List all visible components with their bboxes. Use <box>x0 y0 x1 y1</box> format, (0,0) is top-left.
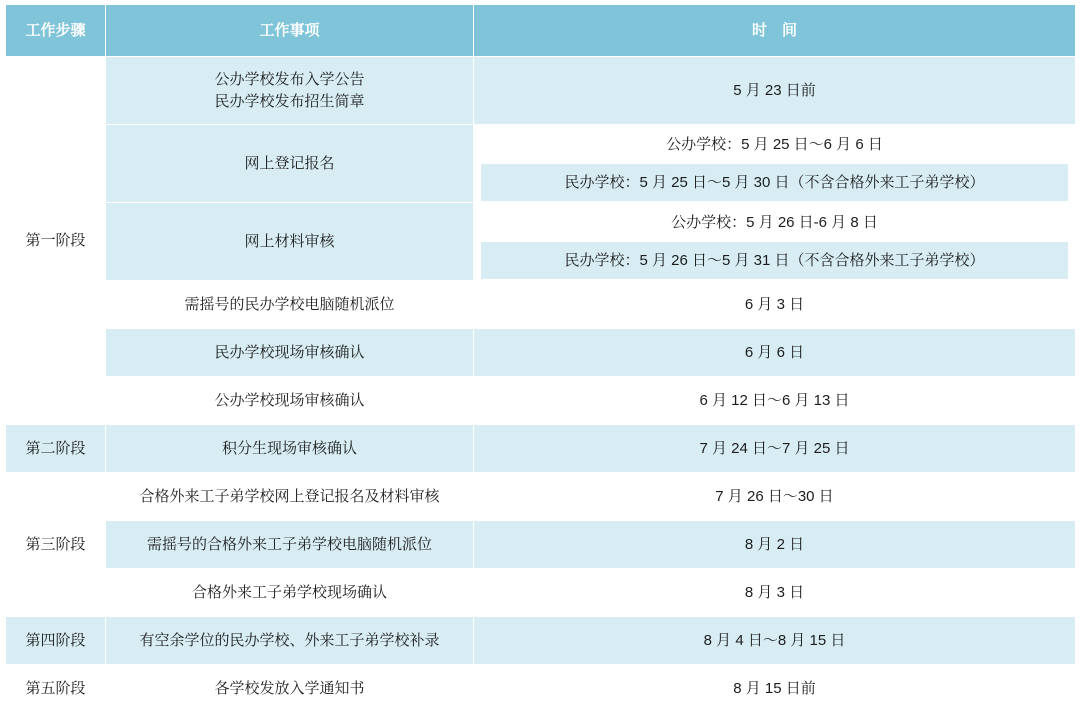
cell-time-migrant-lottery: 8 月 2 日 <box>474 521 1076 569</box>
table-row <box>6 665 1076 713</box>
cell-time-private-onsite-confirm: 6 月 6 日 <box>474 329 1076 377</box>
cell-time-private-lottery: 6 月 3 日 <box>474 281 1076 329</box>
time-public-material-review: 公办学校：5 月 26 日-6 月 8 日 <box>481 204 1069 242</box>
table-row <box>6 521 1076 569</box>
cell-time-migrant-onsite-confirm: 8 月 3 日 <box>474 569 1076 617</box>
table-row <box>6 329 1076 377</box>
cell-item-supplementary-enrollment: 有空余学位的民办学校、外来工子弟学校补录 <box>106 617 474 665</box>
time-split-row <box>481 126 1069 164</box>
table-row <box>6 203 1076 281</box>
cell-time-migrant-registration: 7 月 26 日～30 日 <box>474 473 1076 521</box>
cell-time-points-onsite-confirm: 7 月 24 日～7 月 25 日 <box>474 425 1076 473</box>
table-header <box>6 5 1076 57</box>
admission-schedule-table <box>5 4 1076 713</box>
cell-time-public-onsite-confirm: 6 月 12 日～6 月 13 日 <box>474 377 1076 425</box>
time-private-material-review: 民办学校：5 月 26 日～5 月 31 日（不含合格外来工子弟学校） <box>481 242 1069 280</box>
cell-item-migrant-onsite-confirm: 合格外来工子弟学校现场确认 <box>106 569 474 617</box>
table-row <box>6 377 1076 425</box>
time-public-online-registration: 公办学校：5 月 25 日～6 月 6 日 <box>481 126 1069 164</box>
cell-step-phase-4: 第四阶段 <box>6 617 106 665</box>
cell-time-online-registration <box>474 125 1076 203</box>
cell-item-points-onsite-confirm: 积分生现场审核确认 <box>106 425 474 473</box>
cell-step-phase-2: 第二阶段 <box>6 425 106 473</box>
cell-item-admission-notice: 各学校发放入学通知书 <box>106 665 474 713</box>
table-row <box>6 473 1076 521</box>
cell-item-online-material-review: 网上材料审核 <box>106 203 474 281</box>
column-header-time: 时 间 <box>474 5 1076 57</box>
column-header-step: 工作步骤 <box>6 5 106 57</box>
table-row <box>6 425 1076 473</box>
time-split-table <box>480 125 1069 202</box>
cell-item-private-onsite-confirm: 民办学校现场审核确认 <box>106 329 474 377</box>
cell-item-migrant-registration: 合格外来工子弟学校网上登记报名及材料审核 <box>106 473 474 521</box>
cell-time-admission-notice: 8 月 15 日前 <box>474 665 1076 713</box>
time-split-row <box>481 242 1069 280</box>
time-private-online-registration: 民办学校：5 月 25 日～5 月 30 日（不含合格外来工子弟学校） <box>481 164 1069 202</box>
cell-item-announcement <box>106 57 474 125</box>
table-header-row <box>6 5 1076 57</box>
time-split-table <box>480 203 1069 280</box>
cell-time-supplementary-enrollment: 8 月 4 日～8 月 15 日 <box>474 617 1076 665</box>
time-split-row <box>481 164 1069 202</box>
table-row <box>6 569 1076 617</box>
table-row <box>6 281 1076 329</box>
cell-item-public-onsite-confirm: 公办学校现场审核确认 <box>106 377 474 425</box>
table-row <box>6 57 1076 125</box>
cell-time-online-material-review <box>474 203 1076 281</box>
item-line-private-announcement: 民办学校发布招生简章 <box>214 92 365 110</box>
time-split-row <box>481 204 1069 242</box>
cell-item-migrant-lottery: 需摇号的合格外来工子弟学校电脑随机派位 <box>106 521 474 569</box>
table-row <box>6 617 1076 665</box>
cell-step-phase-1: 第一阶段 <box>6 57 106 425</box>
table-row <box>6 125 1076 203</box>
cell-step-phase-5: 第五阶段 <box>6 665 106 713</box>
item-line-public-announcement: 公办学校发布入学公告 <box>214 70 365 88</box>
cell-item-online-registration: 网上登记报名 <box>106 125 474 203</box>
cell-step-phase-3: 第三阶段 <box>6 473 106 617</box>
table-body <box>6 57 1076 713</box>
column-header-item: 工作事项 <box>106 5 474 57</box>
cell-time-announcement: 5 月 23 日前 <box>474 57 1076 125</box>
cell-item-private-lottery: 需摇号的民办学校电脑随机派位 <box>106 281 474 329</box>
